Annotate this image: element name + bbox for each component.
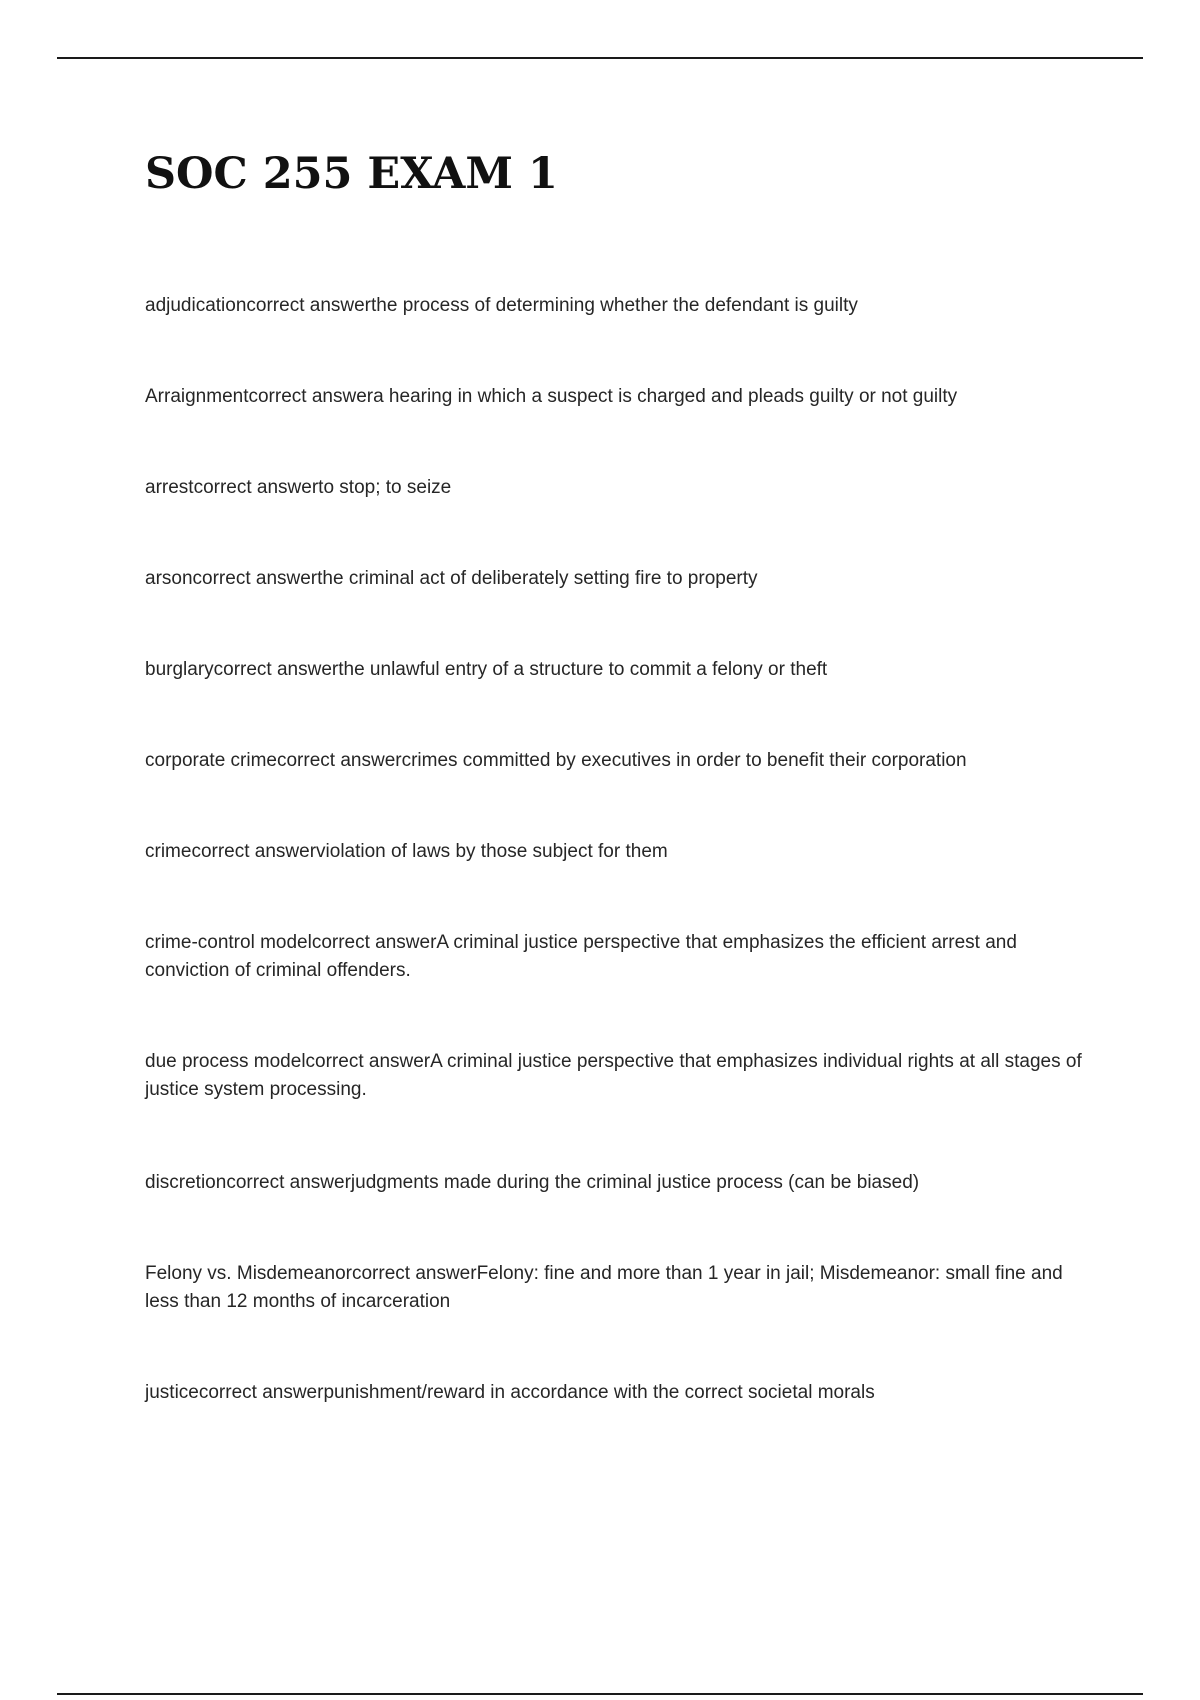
entry-adjudication: adjudicationcorrect answerthe process of determining whether the defendant is guilty [145, 295, 858, 316]
bottom-rule [57, 1693, 1143, 1695]
entry-crime-control-model: crime-control modelcorrect answerA criminal justice perspective that emphasizes the efficient arrest and conviction of criminal offenders. [145, 932, 1017, 981]
entry-discretion: discretioncorrect answerjudgments made during the criminal justice process (can be biased) [145, 1172, 920, 1193]
entry-crime: crimecorrect answerviolation of laws by those subject for them [145, 841, 668, 862]
entry-due-process-model: due process modelcorrect answerA criminal justice perspective that emphasizes individual rights at all stages of justice system processing. [145, 1051, 1082, 1100]
top-rule [57, 57, 1143, 59]
document-title: SOC 255 EXAM 1 [145, 149, 558, 199]
entry-corporate-crime: corporate crimecorrect answercrimes committed by executives in order to benefit their corporation [145, 750, 967, 771]
entry-felony-vs-misdemeanor: Felony vs. Misdemeanorcorrect answerFelony: fine and more than 1 year in jail; Misdemeanor: small fine and less than 12 months of incarceration [145, 1263, 1063, 1312]
entry-justice: justicecorrect answerpunishment/reward in accordance with the correct societal morals [145, 1382, 875, 1403]
entry-arson: arsoncorrect answerthe criminal act of deliberately setting fire to property [145, 568, 758, 589]
entry-arraignment: Arraignmentcorrect answera hearing in which a suspect is charged and pleads guilty or not guilty [145, 386, 958, 407]
entry-arrest: arrestcorrect answerto stop; to seize [145, 477, 452, 498]
entry-burglary: burglarycorrect answerthe unlawful entry of a structure to commit a felony or theft [145, 659, 828, 680]
